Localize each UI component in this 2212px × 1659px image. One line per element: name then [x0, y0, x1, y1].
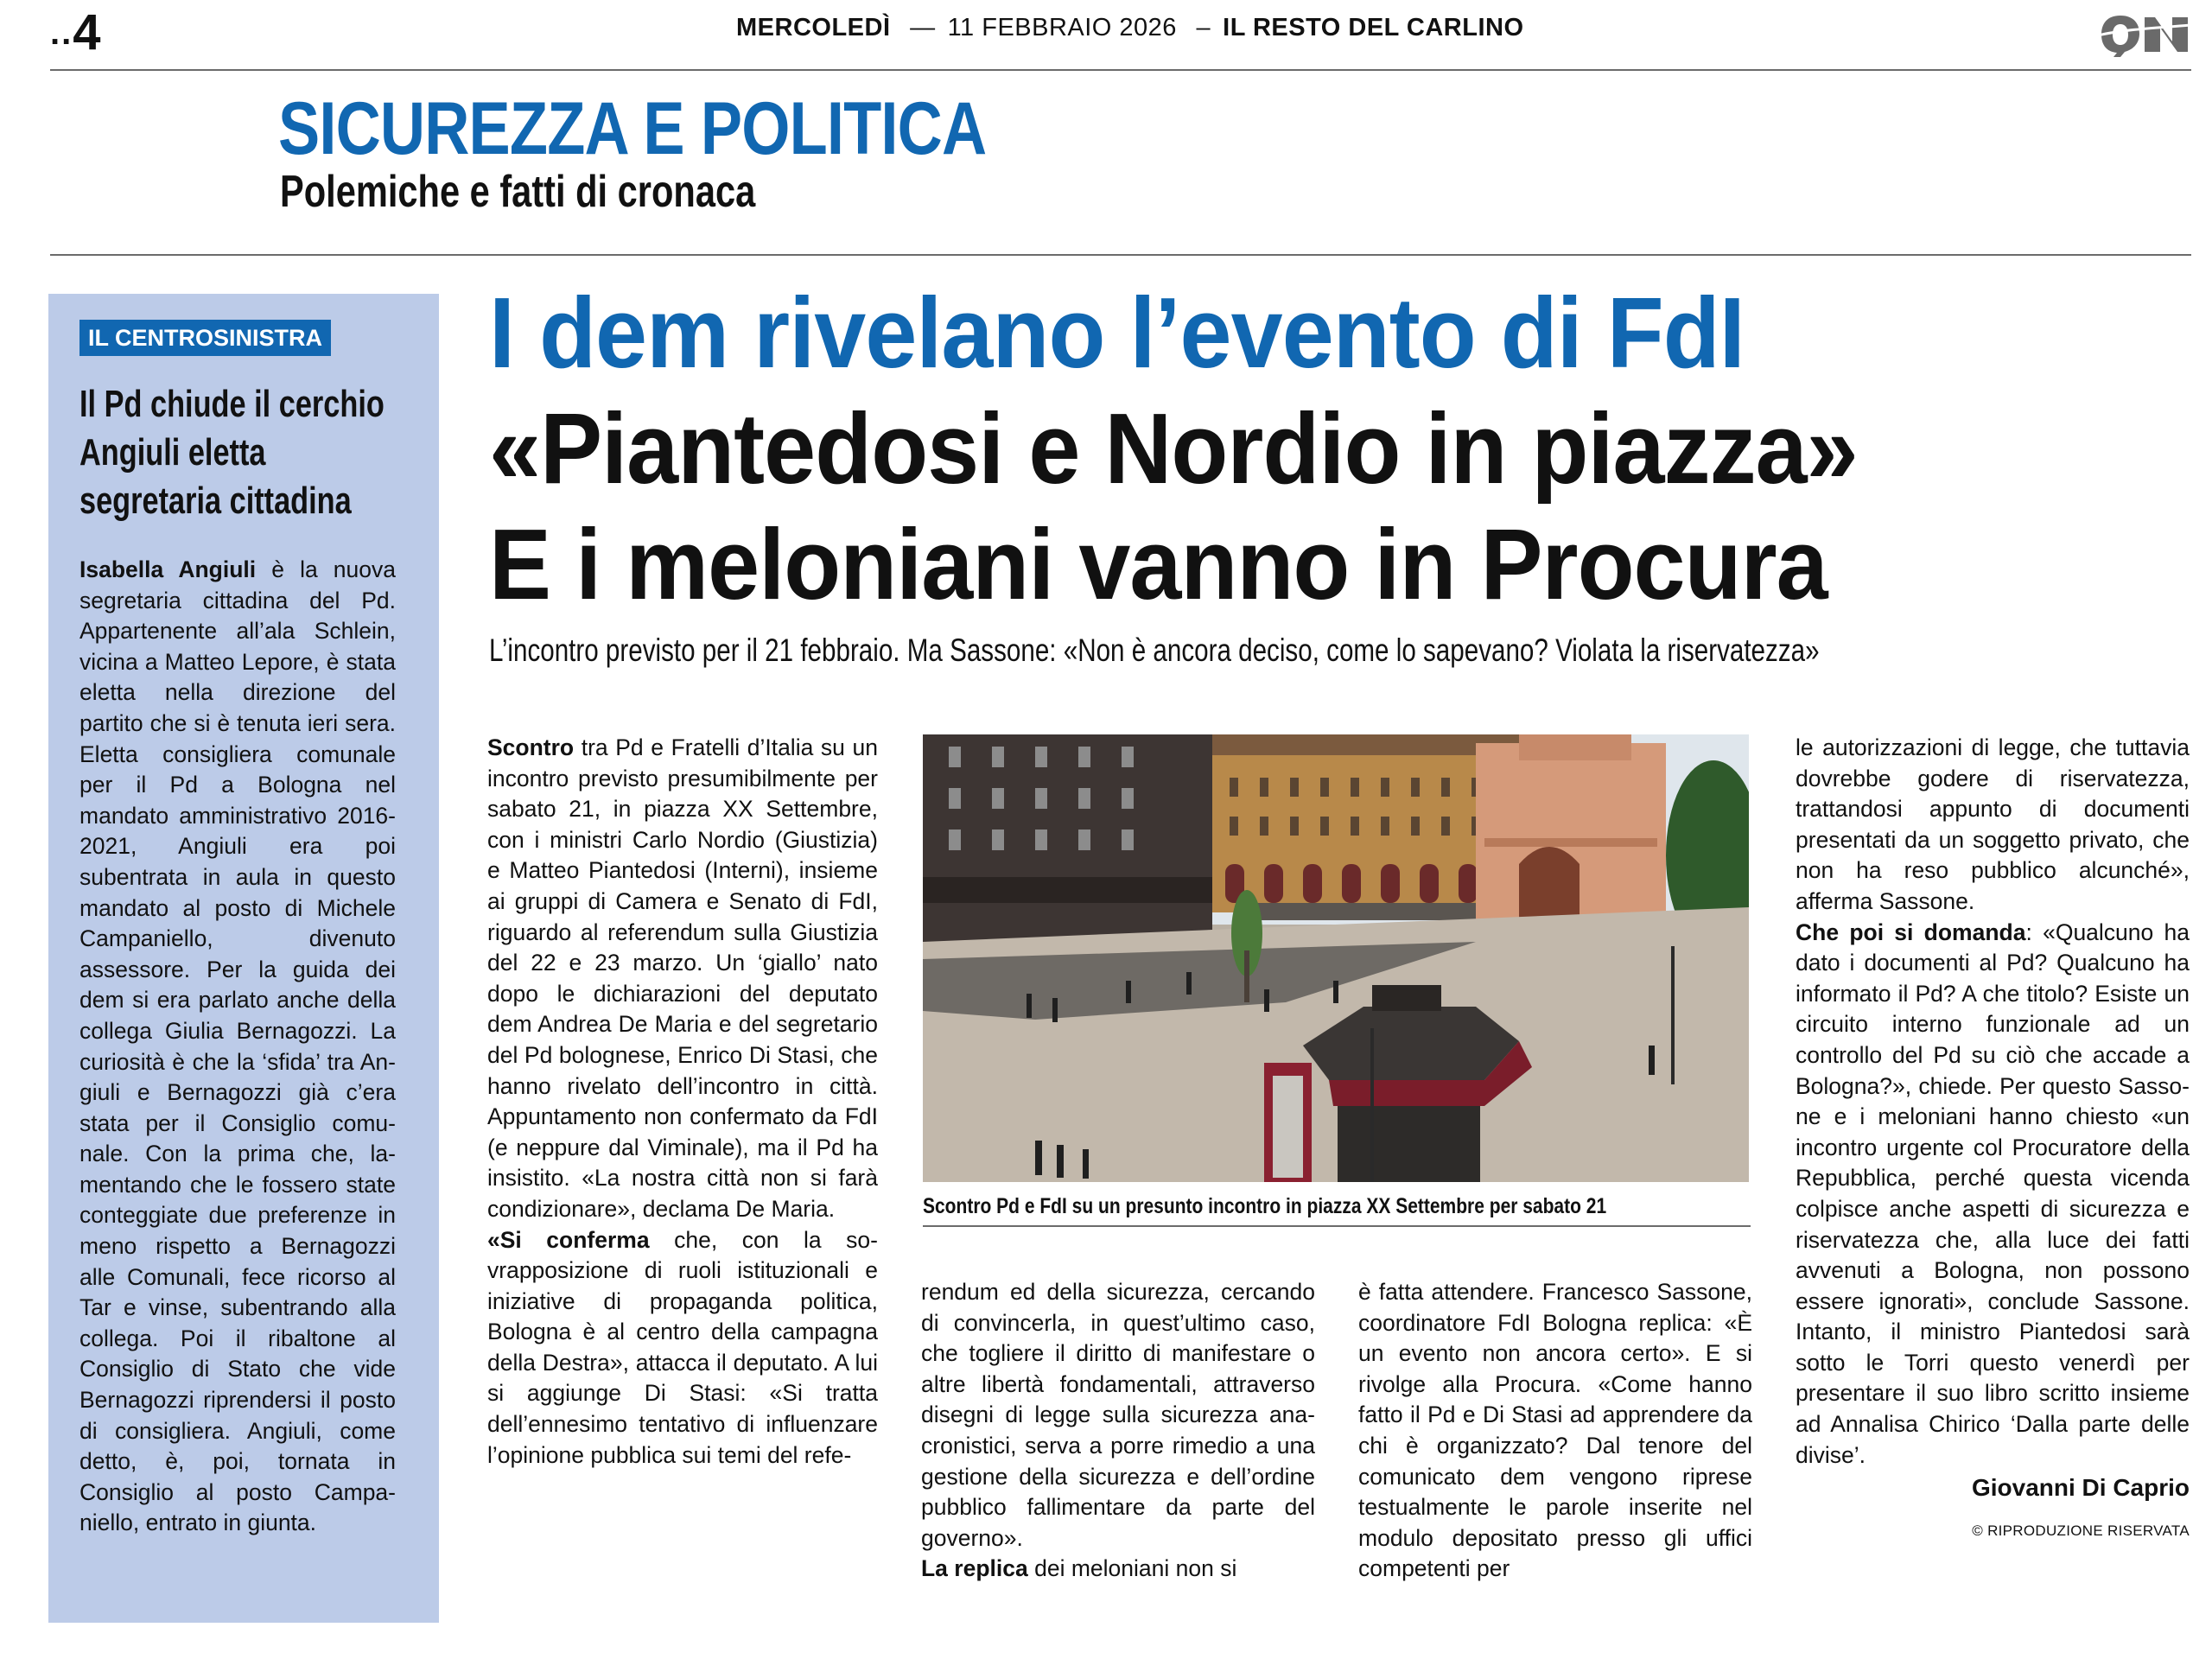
article-headline	[489, 275, 1961, 622]
article-column-4	[1796, 733, 2190, 1546]
article-column-2	[921, 1277, 1315, 1585]
paragraph-text: che, con la sovrapposizione di ruoli istituzionali e iniziative di propaganda politica, Bologna è al centro della campagna della Destra», attacca il deputato. A lui si aggiunge Di Stasi: «Si tratta dell’ennesimo tentativo di influenzare l’opinione pubblica sui temi del refe-	[487, 1226, 878, 1468]
article-paragraph	[1796, 918, 2190, 1471]
caption-rule	[923, 1225, 1751, 1227]
headline-line-1: I dem rivelano l’evento di FdI	[489, 276, 1745, 389]
paragraph-lead: Che poi si domanda	[1796, 918, 2026, 945]
article-column-1	[487, 733, 878, 1471]
sidebar-title-line: Angiuli eletta	[79, 431, 266, 474]
author-byline: Giovanni Di Caprio	[1971, 1474, 2190, 1502]
sidebar-text: è la nuova segretaria cittadina del Pd. Appartenente all’ala Schlein, vicina a Matteo Lepore, è stata eletta nella direzione del partito che si è tenuta ieri sera. Eletta consigliera comunale per il Pd a Bologna nel mandato amministrativo 2016-2021, Angiuli era poi subentrata in aula in questo mandato al posto di Michele Campaniello, divenuto assessore. Per la guida dei dem si era parlato anche della collega Giulia Bernagozzi. La curiosità è che la ‘sfida’ tra Angiuli e Bernagozzi già c’era stata per il Consiglio comunale. Con la prima che, lamentando che le fossero state conteggiate due preferenze in meno rispetto a Bernagozzi alle Comunali, fece ricorso al Tar e vinse, subentrando alla collega. Poi il ribaltone al Consiglio di Stato che vide Bernagozzi riprendersi il posto di consigliera. Angiuli, come detto, è, poi, tornata in Consiglio al posto Campaniello, entrato in giunta.	[79, 556, 396, 1536]
article-paragraph	[1358, 1277, 1752, 1585]
article-paragraph	[921, 1277, 1315, 1554]
dateline-separator: —	[910, 14, 936, 41]
sidebar-box	[48, 294, 439, 1623]
qn-logo-icon	[2098, 12, 2191, 57]
article-paragraph	[487, 1225, 878, 1471]
dateline-date: 11 FEBBRAIO 2026	[947, 14, 1177, 41]
paragraph-text: le autorizzazioni di legge, che tuttavia dovrebbe godere di riservatezza, trattandosi appunto di documenti presentati da un soggetto privato, che non ha reso pubblico alcunché», afferma Sassone.	[1796, 734, 2190, 914]
section-rule	[50, 254, 2191, 256]
paragraph-text: rendum ed della sicurezza, cercando di convincerla, in quest’ultimo caso, che togliere il diritto di manifestare o altre libertà fondamentali, attraverso disegni di legge sulla sicurezza anacronistici, serva a porre rimedio a una gestione della sicurezza e dell’ordine pubblico fallimentare da parte del governo».	[921, 1279, 1315, 1551]
sidebar-title-line: Il Pd chiude il cerchio	[79, 383, 385, 425]
newspaper-name: IL RESTO DEL CARLINO	[1223, 14, 1524, 41]
headline-line-2: «Piantedosi e Nordio in piazza»	[489, 392, 1858, 505]
section-subtitle: Polemiche e fatti di cronaca	[280, 167, 756, 217]
paragraph-text: è fatta attendere. Francesco Sassone, coordinatore FdI Bologna replica: «È un evento non ancora certo». E si rivolge alla Procura. «Come hanno fatto il Pd e Di Stasi ad apprendere da chi è organizzato? Dal tenore del comunicato dem vengono riprese testualmente le parole inserite nel modulo depositato presso gli uffici competenti per	[1358, 1279, 1752, 1582]
dateline	[736, 14, 1524, 42]
sidebar-kicker: IL CENTROSINISTRA	[79, 320, 331, 356]
photo-caption: Scontro Pd e FdI su un presunto incontro in piazza XX Settembre per sabato 21	[923, 1194, 1607, 1218]
paragraph-text: : «Qualcuno ha dato i documenti al Pd? Qualcuno ha informato il Pd? A che titolo? Esiste un circuito interno funzionale ad un controllo del Pd su ciò che accade a Bologna?», chiede. Per questo Sassone e i meloniani hanno chiesto «un incontro urgente col Procuratore della Repubblica, perché questa vicenda colpisce anche aspetti di sicurezza e riservatezza che, alla luce dei fatti avvenuti a Bologna, non possono essere ignorati», conclude Sassone. Intanto, il ministro Piantedosi sarà sotto le Torri questo venerdì per presentare il suo libro scritto insieme ad Annalisa Chirico ‘Dalla parte delle divise’.	[1796, 918, 2190, 1468]
article-subheadline: L’incontro previsto per il 21 febbraio. Ma Sassone: «Non è ancora deciso, come lo sapevano? Violata la riservatezza»	[489, 632, 1820, 668]
article-photo	[923, 734, 1749, 1182]
sidebar-title-line: segretaria cittadina	[79, 480, 352, 522]
sidebar-body	[79, 555, 396, 1539]
page-number	[50, 3, 101, 61]
paragraph-lead: Scontro	[487, 734, 575, 760]
sidebar-lead: Isabella Angiuli	[79, 556, 257, 582]
article-column-3	[1358, 1277, 1752, 1585]
article-paragraph	[921, 1554, 1315, 1585]
article-paragraph	[1796, 733, 2190, 918]
piazza-photo-illustration	[923, 734, 1749, 1182]
paragraph-lead: La replica	[921, 1555, 1028, 1582]
paragraph-lead: «Si conferma	[487, 1226, 650, 1253]
article-paragraph	[487, 733, 878, 1225]
copyright-notice: © RIPRODUZIONE RISERVATA	[1972, 1522, 2190, 1539]
dateline-day: MERCOLEDÌ	[736, 14, 891, 41]
page-number-prefix: ..	[50, 14, 73, 52]
sidebar-title	[79, 380, 385, 525]
header-rule	[50, 69, 2191, 71]
headline-line-3: E i meloniani vanno in Procura	[489, 508, 1827, 620]
paragraph-text: dei meloniani non si	[1027, 1555, 1237, 1582]
page-number-value: 4	[73, 4, 101, 60]
section-title: SICUREZZA E POLITICA	[278, 87, 987, 170]
paragraph-text: tra Pd e Fratelli d’Italia su un incontro previsto presumibilmente per sabato 21, in piazza XX Settembre, con i ministri Carlo Nordio (Giustizia) e Matteo Piantedosi (Interni), insieme ai gruppi di Camera e Senato di FdI, riguardo al referendum sulla Giustizia del 22 e 23 marzo. Un ‘giallo’ nato dopo le dichiarazioni del deputato dem Andrea De Maria e del segretario del Pd bolognese, Enrico Di Stasi, che hanno rivelato dell’incontro in città. Appuntamento non confermato da FdI (e neppure dal Viminale), ma il Pd ha insistito. «La nostra città non si farà condizionare», declama De Maria.	[487, 734, 878, 1222]
dateline-separator: –	[1196, 14, 1211, 41]
